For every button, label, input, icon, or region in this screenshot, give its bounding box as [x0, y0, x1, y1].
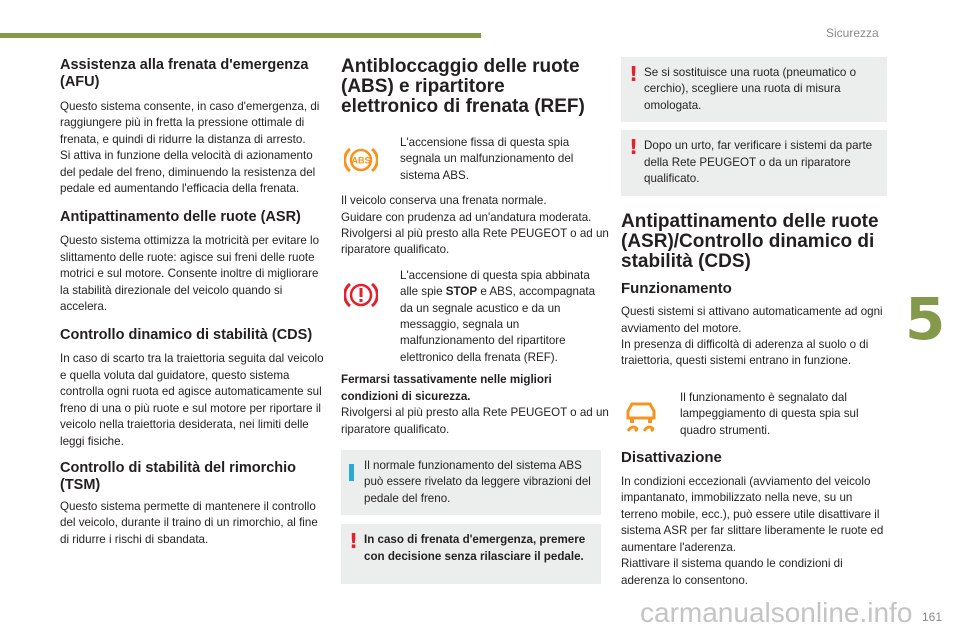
warning-box-wheel [621, 57, 887, 122]
brake-warning-icon [344, 280, 378, 310]
warning-icon: ! [629, 135, 639, 160]
tsm-title: Controllo di stabilità del rimorchio (TSM) [60, 459, 297, 493]
abs-warning-icon [344, 145, 378, 175]
afu-text: Questo sistema consente, in caso d'emergenza, di raggiungere più in fretta la pressione ottimale di frenata, e quindi di ridurre la distanza di arresto. Si attiva in funzione della velocità di azionamento del pedale del freno, diminuendo la resistenza del pedale ed aumentando l'efficacia della frenata. [60, 100, 320, 196]
skid-icon-row [621, 390, 887, 439]
watermark: carmanualsonline.info [640, 597, 913, 628]
info-box [341, 450, 601, 515]
cds-title: Controllo dinamico di stabilità (CDS) [60, 327, 313, 344]
skid-warning-icon [624, 398, 658, 434]
warning-box-text: In caso di frenata d'emergenza, premere con decisione senza rilasciare il pedale. [364, 533, 586, 563]
skid-icon-text: Il funzionamento è segnalato dal lampeggiamento di questa spia sul quadro strumenti. [680, 390, 859, 437]
warning-icon: ! [349, 529, 359, 554]
stop-text: Rivolgersi al più presto alla Rete PEUGEOT o ad un riparatore qualificato. [341, 406, 609, 436]
warning-box-impact [621, 130, 887, 196]
ref-icon-row [341, 268, 609, 366]
section-title: Sicurezza [826, 26, 879, 40]
middle-column [341, 57, 609, 584]
cds-text: In caso di scarto tra la traiettoria seguita dal veicolo e quella voluta dal guidatore, questo sistema controlla ogni ruota ed agisce automaticamente sul freno di una o più ruote e sul motore per riportare il veicolo nella traiettoria desiderata, nei limiti delle leggi fisiche. [60, 352, 324, 448]
info-box-text: Il normale funzionamento del sistema ABS può essere rivelato da leggere vibrazioni del pedale del freno. [364, 458, 591, 505]
asr-title: Antipattinamento delle ruote (ASR) [60, 209, 301, 226]
abs-para: Il veicolo conserva una frenata normale. Guidare con prudenza ad un'andatura moderata. Rivolgersi al più presto alla Rete PEUGEOT o ad un riparatore qualificato. [341, 194, 609, 257]
info-icon [349, 464, 354, 481]
ref-text-bold: STOP [445, 285, 478, 299]
ref-text-a: L'accensione di questa spia abbinata alle spie [400, 268, 590, 299]
abs-text: L'accensione fissa di questa spia segnala un malfunzionamento del sistema ABS. [400, 136, 574, 182]
asr-text: Questo sistema ottimizza la motricità per evitare lo slittamento delle ruote: agisce sui freni delle ruote motrici e sul motore. Consente inoltre di migliorare la stabilità direzionale del veicolo quando si accelera. [60, 234, 320, 314]
stop-bold: Fermarsi tassativamente nelle migliori condizioni di sicurezza. [341, 373, 552, 403]
afu-title: Assistenza alla frenata d'emergenza (AFU) [60, 57, 309, 90]
abs-title: Antibloccaggio delle ruote (ABS) e ripartitore elettronico di frenata (REF) [341, 56, 585, 117]
chapter-number: 5 [905, 285, 946, 353]
left-column [60, 57, 328, 548]
deact-text: In condizioni eccezionali (avviamento del veicolo impantanato, immobilizzato nella neve, su un terreno mobile, ecc.), può essere utile disattivare il sistema ASR per far slittare liberamente le ruote ed aumentare l'aderenza. Riattivare il sistema quando le condizioni di aderenza lo consentono. [621, 475, 884, 587]
tsm-text: Questo sistema permette di mantenere il controllo del veicolo, durante il traino di un rimorchio, al fine di ridurre i rischi di sbandata. [60, 499, 318, 546]
warning-box [341, 524, 601, 584]
warning-icon: ! [629, 62, 639, 86]
abs-icon-label: ABS [351, 155, 371, 166]
abs-icon-row [341, 135, 609, 184]
ref-text-b: e ABS, accompagnata da un segnale acustico e da un messaggio, segnala un malfunzionamento del ripartitore elettronico della frenata (REF). [400, 285, 596, 364]
deact-title: Disattivazione [621, 449, 722, 467]
warning-wheel-text: Se si sostituisce una ruota (pneumatico o cerchio), scegliere una ruota di misura omologata. [644, 66, 857, 112]
header-bar [0, 33, 481, 38]
right-column [621, 57, 887, 589]
warning-impact-text: Dopo un urto, far verificare i sistemi da parte della Rete PEUGEOT o da un riparatore qualificato. [644, 139, 873, 186]
ref-text [400, 268, 605, 366]
func-text: Questi sistemi si attivano automaticamente ad ogni avviamento del motore. In presenza di difficoltà di aderenza al suolo o di traiettoria, questi sistemi entrano in funzione. [621, 305, 883, 368]
asr-cds-title: Antipattinamento delle ruote (ASR)/Controllo dinamico di stabilità (CDS) [621, 211, 879, 273]
page-number: 161 [922, 610, 943, 624]
func-title: Funzionamento [621, 280, 732, 298]
